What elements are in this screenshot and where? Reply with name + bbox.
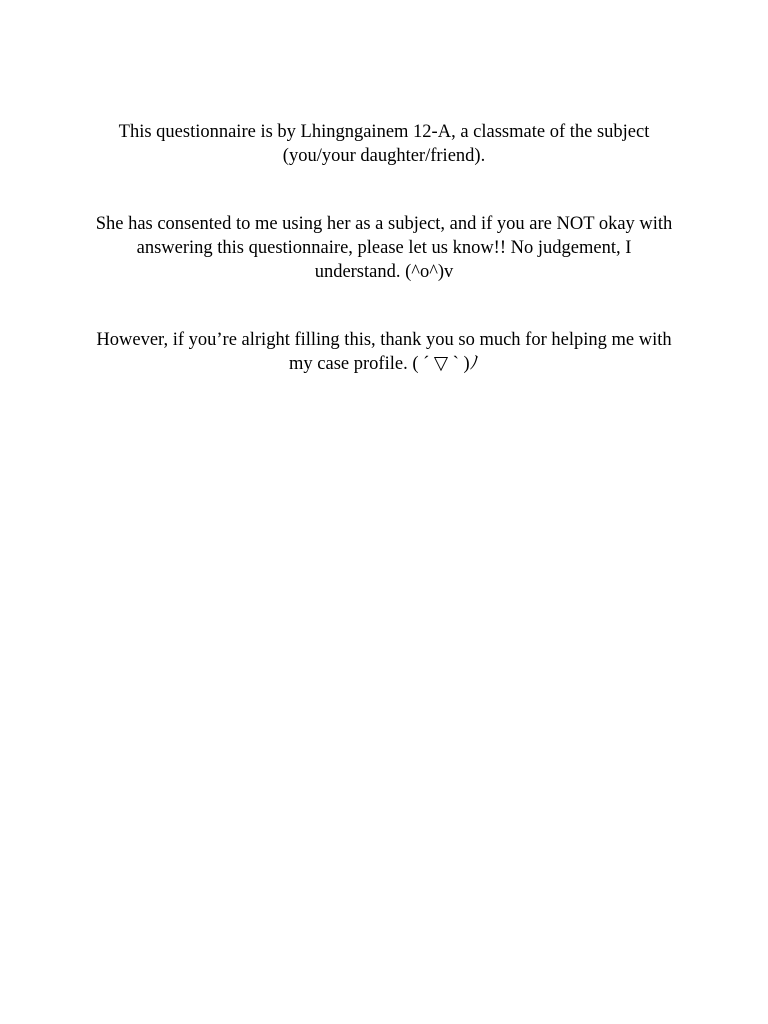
thanks-paragraph: However, if you’re alright filling this, thank you so much for helping me with my case profile. ( ´ ▽ ` )ﾉ bbox=[96, 330, 672, 374]
consent-paragraph: She has consented to me using her as a subject, and if you are NOT okay with answering this questionnaire, please let us know!! No judgement, I understand. (^o^)v bbox=[95, 214, 673, 282]
intro-paragraph: This questionnaire is by Lhingngainem 12-A, a classmate of the subject (you/your daughter/friend). bbox=[118, 122, 650, 166]
